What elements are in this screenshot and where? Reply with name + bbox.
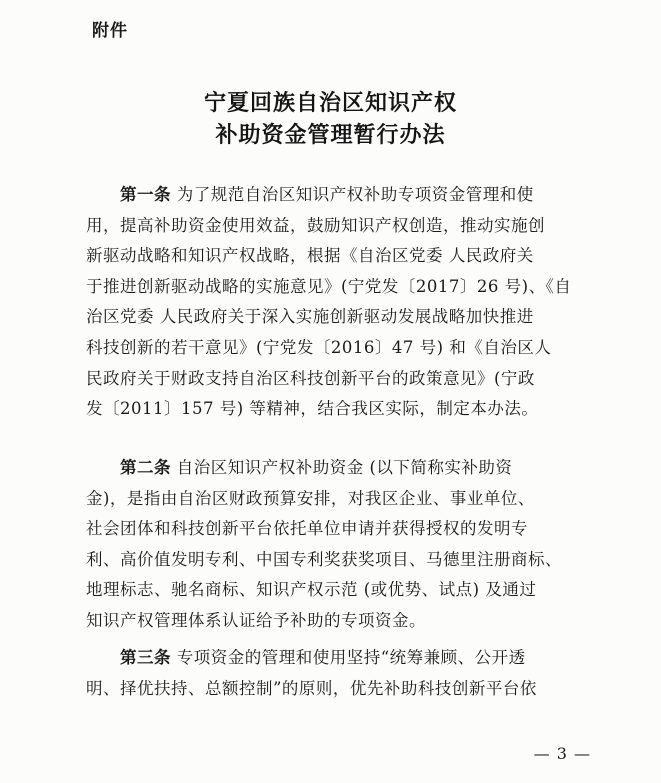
article-1-line-3: 新驱动战略和知识产权战略，根据《自治区党委 人民政府关: [86, 246, 534, 266]
article-2-line-1: [86, 453, 576, 484]
article-2-line-4: 利、高价值发明专利、中国专利奖获奖项目、马德里注册商标、: [86, 549, 562, 569]
article-1-line-1: [86, 180, 576, 211]
article-2-number: 第二条: [120, 458, 171, 477]
article-2-line-6: 知识产权管理体系认证给予补助的专项资金。: [86, 610, 426, 630]
article-3-line-1: [86, 643, 576, 674]
article-3-number: 第三条: [120, 648, 171, 667]
article-1-number: 第一条: [120, 185, 171, 204]
article-1: [86, 180, 576, 425]
article-2-line-5: 地理标志、驰名商标、知识产权示范 (或优势、试点) 及通过: [86, 580, 537, 600]
article-3-text-1: 专项资金的管理和使用坚持“统筹兼顾、公开透: [176, 648, 526, 667]
article-2: [86, 453, 576, 637]
article-1-line-4: 于推进创新驱动战略的实施意见》(宁党发〔2017〕26 号)、《自: [86, 276, 572, 296]
document-title-line-1: 宁夏回族自治区知识产权: [203, 91, 457, 116]
page-number: — 3 —: [533, 744, 591, 763]
attachment-label: 附件: [92, 21, 128, 41]
article-1-line-8: 发〔2011〕157 号) 等精神，结合我区实际，制定本办法。: [86, 399, 539, 419]
article-1-line-7: 民政府关于财政支持自治区科技创新平台的政策意见》(宁政: [86, 368, 535, 388]
article-1-line-5: 治区党委 人民政府关于深入实施创新驱动发展战略加快推进: [86, 307, 534, 327]
article-3-line-2: 明、择优扶持、总额控制”的原则，优先补助科技创新平台依: [86, 678, 537, 698]
article-3: [86, 643, 576, 704]
article-1-line-2: 用，提高补助资金使用效益，鼓励知识产权创造，推动实施创: [86, 215, 545, 235]
document-title-line-2: 补助资金管理暂行办法: [215, 123, 446, 148]
article-1-text-1: 为了规范自治区知识产权补助专项资金管理和使: [176, 185, 534, 204]
article-2-text-1: 自治区知识产权补助资金 (以下简称实补助资: [176, 458, 513, 477]
article-2-line-2: 金)，是指由自治区财政预算安排，对我区企业、事业单位、: [86, 488, 535, 508]
article-1-line-6: 科技创新的若干意见》(宁党发〔2016〕47 号) 和《自治区人: [86, 337, 552, 357]
article-2-line-3: 社会团体和科技创新平台依托单位申请并获得授权的发明专: [86, 519, 528, 539]
